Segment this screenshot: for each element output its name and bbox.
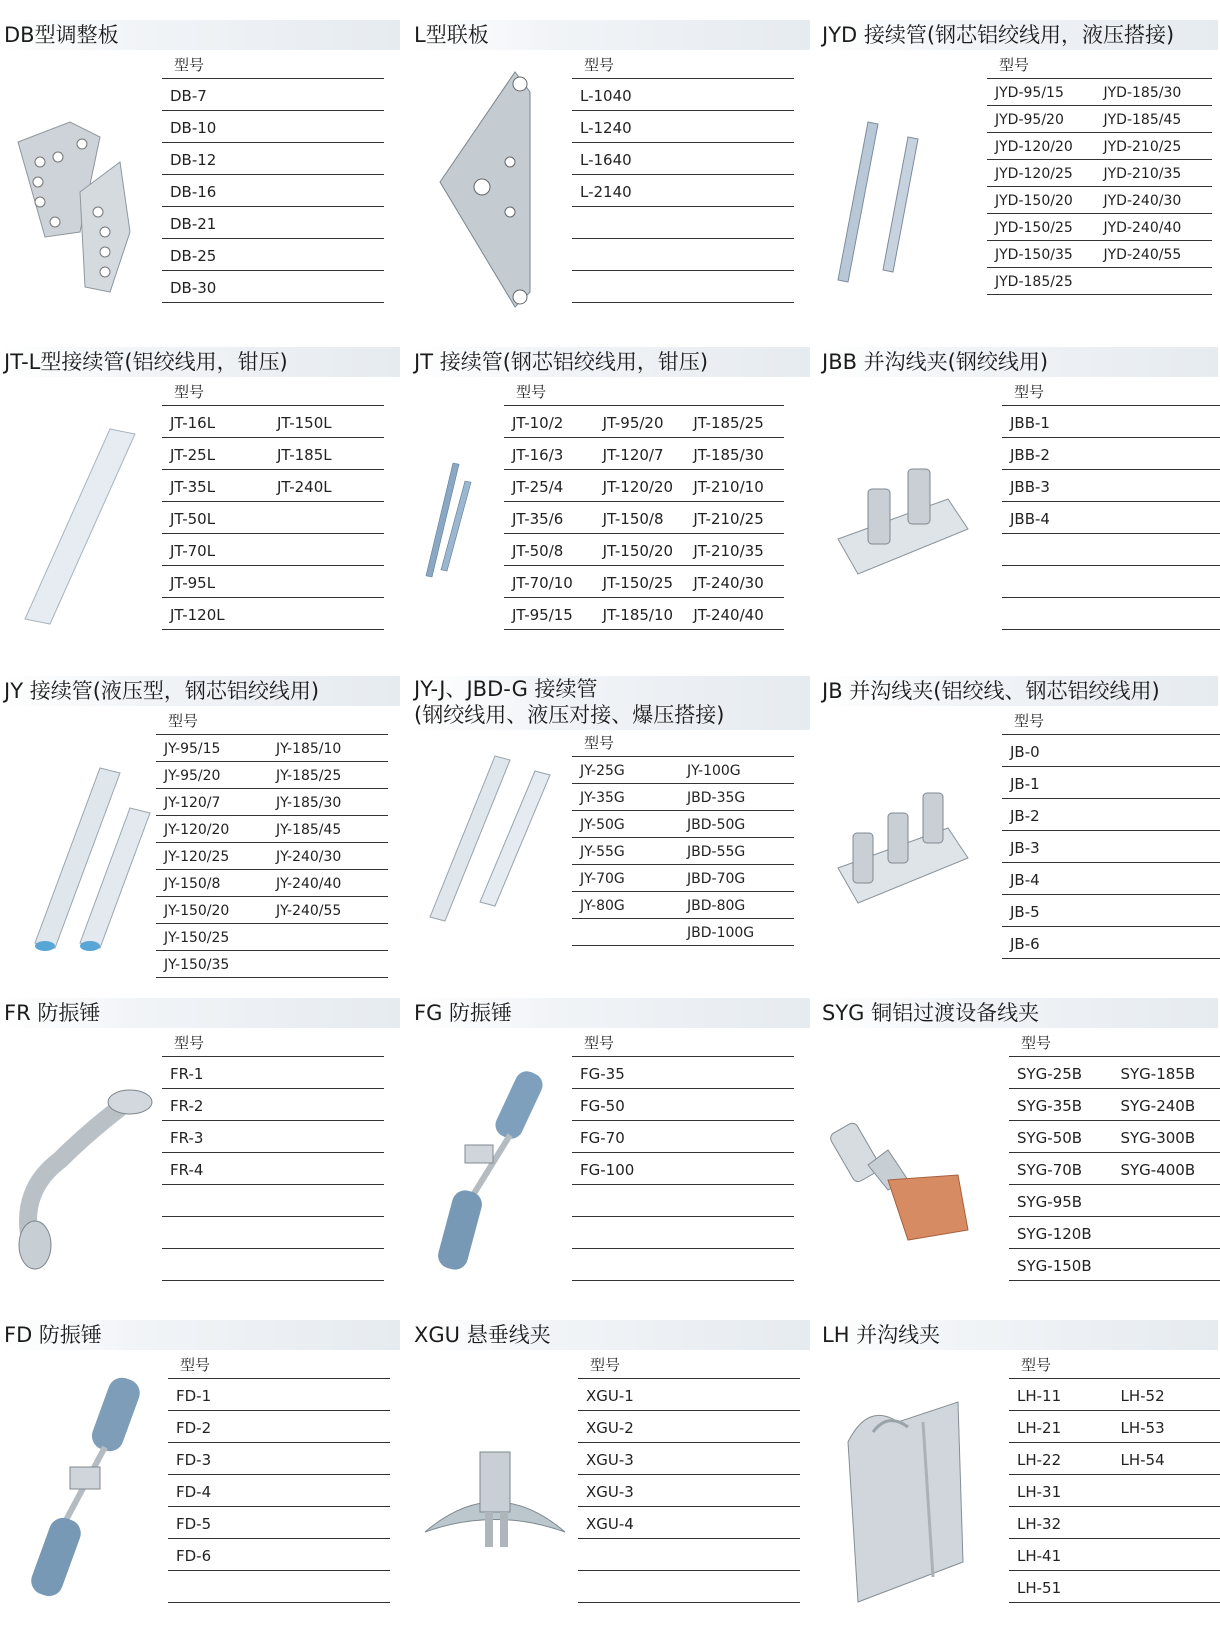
model-cell: FD-2 bbox=[176, 1419, 212, 1437]
model-cell bbox=[580, 1249, 794, 1280]
model-cell: JT-150/20 bbox=[602, 542, 674, 560]
model-cell: FG-35 bbox=[580, 1065, 625, 1083]
model-cell: JYD-185/25 bbox=[995, 274, 1073, 290]
model-table bbox=[572, 52, 794, 303]
model-cell: JB-2 bbox=[1010, 807, 1040, 825]
model-cell: JY-150/8 bbox=[164, 876, 221, 892]
section-syg-clamp bbox=[818, 978, 1218, 1298]
model-cell: JT-120/20 bbox=[602, 478, 674, 496]
model-cell: JT-50L bbox=[170, 510, 216, 528]
model-table bbox=[162, 1030, 384, 1281]
model-cell: JY-240/30 bbox=[276, 849, 342, 865]
lh-parallel-groove-clamp-image bbox=[828, 1362, 978, 1612]
model-cell: JY-95/20 bbox=[164, 768, 221, 784]
model-cell: JY-80G bbox=[580, 898, 625, 914]
section-jt-l-tube bbox=[0, 327, 400, 647]
section-lh-clamp bbox=[818, 1300, 1218, 1620]
model-cell: FG-100 bbox=[580, 1161, 635, 1179]
section-fg-damper bbox=[410, 978, 810, 1298]
section-title-block bbox=[410, 676, 810, 730]
model-cell: JY-185/10 bbox=[276, 741, 342, 757]
model-cell: JT-185/30 bbox=[693, 446, 764, 464]
model-cell: LH-21 bbox=[1017, 1419, 1062, 1437]
model-cell bbox=[1010, 566, 1220, 597]
model-cell: JY-120/7 bbox=[164, 795, 221, 811]
model-cell: JT-50/8 bbox=[512, 542, 564, 560]
model-table bbox=[1009, 1352, 1220, 1603]
model-cell: SYG-300B bbox=[1120, 1129, 1196, 1147]
model-cell: L-2140 bbox=[580, 183, 632, 201]
model-cell: FR-3 bbox=[170, 1129, 204, 1147]
model-table bbox=[162, 379, 384, 630]
model-table bbox=[162, 52, 384, 303]
model-table bbox=[1002, 379, 1220, 630]
fr-vibration-damper-image bbox=[10, 1040, 160, 1290]
model-header: 型号 bbox=[162, 379, 384, 406]
model-cell bbox=[1010, 534, 1220, 565]
model-cell: FD-6 bbox=[176, 1547, 212, 1565]
model-cell: L-1240 bbox=[580, 119, 632, 137]
model-cell bbox=[1104, 268, 1213, 294]
model-header: 型号 bbox=[987, 52, 1212, 79]
model-cell: SYG-35B bbox=[1017, 1097, 1083, 1115]
model-cell: LH-11 bbox=[1017, 1387, 1062, 1405]
section-title: L型联板 bbox=[410, 20, 810, 50]
model-table bbox=[504, 379, 784, 630]
model-cell: SYG-400B bbox=[1120, 1161, 1196, 1179]
section-xgu-clamp bbox=[410, 1300, 810, 1620]
model-cell: LH-51 bbox=[1017, 1579, 1062, 1597]
model-cell: FD-1 bbox=[176, 1387, 212, 1405]
model-cell bbox=[580, 1185, 794, 1216]
model-cell: JT-185/10 bbox=[602, 606, 674, 624]
model-header: 型号 bbox=[572, 730, 794, 757]
model-cell: JYD-185/30 bbox=[1103, 85, 1182, 101]
model-cell: JT-10/2 bbox=[512, 414, 564, 432]
model-table bbox=[168, 1352, 390, 1603]
model-cell: JBD-80G bbox=[687, 898, 746, 914]
fg-vibration-damper-image bbox=[420, 1040, 570, 1290]
model-cell: JBD-55G bbox=[687, 844, 746, 860]
model-cell: FD-5 bbox=[176, 1515, 212, 1533]
model-cell: JY-55G bbox=[580, 844, 625, 860]
model-cell: JYD-240/55 bbox=[1103, 247, 1182, 263]
jyd-splice-tube-image bbox=[828, 62, 978, 312]
model-cell: XGU-3 bbox=[586, 1451, 634, 1469]
section-title: FG 防振锤 bbox=[410, 998, 810, 1028]
xgu-suspension-clamp-image bbox=[420, 1362, 570, 1612]
model-table bbox=[578, 1352, 800, 1603]
section-title: JT-L型接续管(铝绞线用，钳压) bbox=[0, 347, 400, 377]
model-cell: SYG-150B bbox=[1017, 1257, 1092, 1275]
model-cell: FR-4 bbox=[170, 1161, 204, 1179]
section-title: DB型调整板 bbox=[0, 20, 400, 50]
model-table bbox=[1009, 1030, 1220, 1281]
model-header: 型号 bbox=[572, 52, 794, 79]
model-cell: JBB-3 bbox=[1010, 478, 1050, 496]
section-title: JT 接续管(钢芯铝绞线用，钳压) bbox=[410, 347, 810, 377]
model-cell: JB-6 bbox=[1010, 935, 1040, 953]
jb-parallel-groove-clamp-image bbox=[828, 718, 978, 968]
model-cell: JT-210/35 bbox=[693, 542, 764, 560]
model-cell bbox=[1010, 598, 1220, 629]
model-cell: JT-120L bbox=[170, 606, 225, 624]
section-title: SYG 铜铝过渡设备线夹 bbox=[818, 998, 1218, 1028]
model-cell: JB-3 bbox=[1010, 839, 1040, 857]
model-cell: JT-95/20 bbox=[602, 414, 664, 432]
model-table bbox=[156, 708, 388, 978]
section-jb-clamp bbox=[818, 656, 1218, 976]
model-cell: DB-10 bbox=[170, 119, 217, 137]
model-cell: LH-41 bbox=[1017, 1547, 1062, 1565]
section-title: FD 防振锤 bbox=[0, 1320, 400, 1350]
model-cell bbox=[580, 919, 687, 945]
model-cell: FR-2 bbox=[170, 1097, 204, 1115]
model-cell bbox=[277, 566, 384, 597]
model-cell: JYD-210/35 bbox=[1103, 166, 1182, 182]
model-cell: JY-150/35 bbox=[164, 957, 230, 973]
section-title: JYD 接续管(钢芯铝绞线用，液压搭接) bbox=[818, 20, 1218, 50]
model-cell bbox=[586, 1539, 800, 1570]
model-cell: JY-35G bbox=[580, 790, 625, 806]
model-cell: JT-210/25 bbox=[693, 510, 764, 528]
model-cell bbox=[1121, 1539, 1220, 1570]
model-cell: DB-21 bbox=[170, 215, 217, 233]
model-cell: JB-1 bbox=[1010, 775, 1040, 793]
model-cell: JB-0 bbox=[1010, 743, 1040, 761]
model-cell bbox=[1121, 1185, 1220, 1216]
model-cell: JBD-70G bbox=[687, 871, 746, 887]
model-cell: JY-120/20 bbox=[164, 822, 230, 838]
model-cell: JT-120/7 bbox=[602, 446, 664, 464]
model-cell: SYG-185B bbox=[1120, 1065, 1196, 1083]
model-cell: JT-185L bbox=[277, 446, 332, 464]
section-db-plate bbox=[0, 0, 400, 320]
section-subtitle: (钢绞线用、液压对接、爆压搭接) bbox=[414, 703, 725, 727]
model-header: 型号 bbox=[1009, 1352, 1220, 1379]
section-title: JY 接续管(液压型，钢芯铝绞线用) bbox=[0, 676, 400, 706]
model-header: 型号 bbox=[572, 1030, 794, 1057]
model-header: 型号 bbox=[168, 1352, 390, 1379]
model-cell: JYD-120/25 bbox=[995, 166, 1073, 182]
model-cell bbox=[277, 502, 384, 533]
model-cell: JYD-95/15 bbox=[995, 85, 1064, 101]
model-cell: JY-70G bbox=[580, 871, 625, 887]
model-cell bbox=[580, 207, 794, 238]
model-cell bbox=[1121, 1507, 1220, 1538]
section-jy-j-jbd-g-tube bbox=[410, 656, 810, 976]
model-cell: JY-100G bbox=[687, 763, 741, 779]
fd-vibration-damper-image bbox=[10, 1362, 160, 1612]
section-title: JBB 并沟线夹(钢绞线用) bbox=[818, 347, 1218, 377]
model-cell: JT-210/10 bbox=[693, 478, 764, 496]
model-cell: SYG-50B bbox=[1017, 1129, 1083, 1147]
model-cell bbox=[276, 924, 388, 950]
model-cell: JT-185/25 bbox=[693, 414, 764, 432]
model-cell: JT-150/25 bbox=[602, 574, 674, 592]
model-header: 型号 bbox=[1009, 1030, 1220, 1057]
model-cell: JT-240L bbox=[277, 478, 332, 496]
model-cell: LH-52 bbox=[1120, 1387, 1165, 1405]
model-cell: SYG-25B bbox=[1017, 1065, 1083, 1083]
model-cell: SYG-120B bbox=[1017, 1225, 1092, 1243]
model-cell: JBD-35G bbox=[687, 790, 746, 806]
model-cell: JYD-95/20 bbox=[995, 112, 1064, 128]
model-cell: JT-95/15 bbox=[512, 606, 573, 624]
model-cell: JY-25G bbox=[580, 763, 625, 779]
model-header: 型号 bbox=[162, 1030, 384, 1057]
model-cell: FR-1 bbox=[170, 1065, 204, 1083]
model-cell: LH-32 bbox=[1017, 1515, 1062, 1533]
model-cell: JYD-240/40 bbox=[1103, 220, 1182, 236]
model-cell bbox=[580, 1217, 794, 1248]
model-cell: LH-53 bbox=[1120, 1419, 1165, 1437]
model-cell: JY-150/20 bbox=[164, 903, 230, 919]
model-cell: SYG-70B bbox=[1017, 1161, 1083, 1179]
model-cell: FD-3 bbox=[176, 1451, 212, 1469]
model-cell: JY-240/40 bbox=[276, 876, 342, 892]
section-jy-tube bbox=[0, 656, 400, 976]
model-cell bbox=[276, 951, 388, 977]
section-jt-tube bbox=[410, 327, 810, 647]
model-cell: DB-7 bbox=[170, 87, 207, 105]
jbb-parallel-groove-clamp-image bbox=[828, 389, 978, 639]
db-adjusting-plate-image bbox=[10, 62, 160, 312]
model-cell: LH-22 bbox=[1017, 1451, 1062, 1469]
model-cell: XGU-2 bbox=[586, 1419, 634, 1437]
l-yoke-plate-image bbox=[420, 62, 570, 312]
model-cell: DB-30 bbox=[170, 279, 217, 297]
model-cell bbox=[170, 1249, 384, 1280]
model-cell: LH-54 bbox=[1120, 1451, 1165, 1469]
model-cell bbox=[1121, 1571, 1220, 1602]
model-cell: JY-120/25 bbox=[164, 849, 230, 865]
model-cell: JT-240/40 bbox=[693, 606, 764, 624]
model-cell: JBB-1 bbox=[1010, 414, 1050, 432]
model-cell: L-1040 bbox=[580, 87, 632, 105]
section-jyd-tube bbox=[818, 0, 1218, 320]
model-cell: SYG-240B bbox=[1120, 1097, 1196, 1115]
model-cell: JYD-240/30 bbox=[1103, 193, 1182, 209]
model-cell: JY-185/30 bbox=[276, 795, 342, 811]
section-title: JB 并沟线夹(铝绞线、钢芯铝绞线用) bbox=[818, 676, 1218, 706]
model-cell bbox=[277, 534, 384, 565]
section-fr-damper bbox=[0, 978, 400, 1298]
model-header: 型号 bbox=[156, 708, 388, 735]
section-fd-damper bbox=[0, 1300, 400, 1620]
model-cell: LH-31 bbox=[1017, 1483, 1062, 1501]
section-title: FR 防振锤 bbox=[0, 998, 400, 1028]
model-cell: XGU-1 bbox=[586, 1387, 634, 1405]
model-cell: JT-150/8 bbox=[602, 510, 664, 528]
section-title: LH 并沟线夹 bbox=[818, 1320, 1218, 1350]
model-cell bbox=[1121, 1249, 1220, 1280]
model-cell bbox=[170, 1185, 384, 1216]
model-header: 型号 bbox=[578, 1352, 800, 1379]
model-cell bbox=[277, 598, 384, 629]
model-cell: JT-240/30 bbox=[693, 574, 764, 592]
model-table bbox=[1002, 708, 1220, 959]
model-cell bbox=[1121, 1475, 1220, 1506]
model-table bbox=[987, 52, 1212, 295]
model-cell: FG-70 bbox=[580, 1129, 625, 1147]
model-cell: DB-16 bbox=[170, 183, 217, 201]
model-cell bbox=[176, 1571, 390, 1602]
model-cell: JBD-100G bbox=[687, 925, 755, 941]
model-header: 型号 bbox=[1002, 708, 1220, 735]
model-cell: FD-4 bbox=[176, 1483, 212, 1501]
model-cell: JT-25/4 bbox=[512, 478, 564, 496]
model-cell: JB-4 bbox=[1010, 871, 1040, 889]
model-cell bbox=[586, 1571, 800, 1602]
model-cell: JT-95L bbox=[170, 574, 216, 592]
model-cell: JYD-150/20 bbox=[995, 193, 1073, 209]
model-cell: JT-16L bbox=[170, 414, 216, 432]
model-cell: JBB-2 bbox=[1010, 446, 1050, 464]
model-cell: DB-12 bbox=[170, 151, 217, 169]
model-cell: SYG-95B bbox=[1017, 1193, 1083, 1211]
model-cell: JBB-4 bbox=[1010, 510, 1050, 528]
model-cell: JT-35/6 bbox=[512, 510, 564, 528]
model-cell: JY-240/55 bbox=[276, 903, 342, 919]
jt-l-tube-image bbox=[10, 389, 160, 639]
model-cell: JY-150/25 bbox=[164, 930, 230, 946]
model-cell: FG-50 bbox=[580, 1097, 625, 1115]
model-table bbox=[572, 730, 794, 946]
jy-j-jbd-g-tube-image bbox=[420, 736, 570, 986]
model-cell: JYD-150/35 bbox=[995, 247, 1073, 263]
model-cell: JT-25L bbox=[170, 446, 216, 464]
model-cell bbox=[1121, 1217, 1220, 1248]
jy-splice-tube-image bbox=[10, 718, 160, 968]
model-cell: JT-150L bbox=[277, 414, 332, 432]
model-cell: JYD-150/25 bbox=[995, 220, 1073, 236]
section-jbb-clamp bbox=[818, 327, 1218, 647]
model-header: 型号 bbox=[162, 52, 384, 79]
model-cell: JYD-210/25 bbox=[1103, 139, 1182, 155]
model-cell: JYD-120/20 bbox=[995, 139, 1073, 155]
model-cell: XGU-4 bbox=[586, 1515, 634, 1533]
model-cell: JY-185/45 bbox=[276, 822, 342, 838]
model-cell: JT-70L bbox=[170, 542, 216, 560]
model-cell: JT-16/3 bbox=[512, 446, 564, 464]
model-table bbox=[572, 1030, 794, 1281]
section-title: JY-J、JBD-G 接续管 bbox=[414, 677, 598, 701]
model-cell: JT-70/10 bbox=[512, 574, 573, 592]
section-title: XGU 悬垂线夹 bbox=[410, 1320, 810, 1350]
model-cell: DB-25 bbox=[170, 247, 217, 265]
model-cell: JB-5 bbox=[1010, 903, 1040, 921]
section-l-yoke-plate bbox=[410, 0, 810, 320]
model-cell: JY-95/15 bbox=[164, 741, 221, 757]
jt-tube-image bbox=[420, 389, 510, 639]
model-cell: JBD-50G bbox=[687, 817, 746, 833]
model-cell: L-1640 bbox=[580, 151, 632, 169]
model-cell bbox=[580, 239, 794, 270]
model-header: 型号 bbox=[504, 379, 784, 406]
model-cell bbox=[170, 1217, 384, 1248]
model-cell: JY-185/25 bbox=[276, 768, 342, 784]
model-cell: JYD-185/45 bbox=[1103, 112, 1182, 128]
model-cell bbox=[580, 271, 794, 302]
syg-cu-al-transition-clamp-image bbox=[828, 1040, 978, 1290]
model-cell: JT-35L bbox=[170, 478, 216, 496]
model-cell: XGU-3 bbox=[586, 1483, 634, 1501]
model-cell: JY-50G bbox=[580, 817, 625, 833]
model-header: 型号 bbox=[1002, 379, 1220, 406]
